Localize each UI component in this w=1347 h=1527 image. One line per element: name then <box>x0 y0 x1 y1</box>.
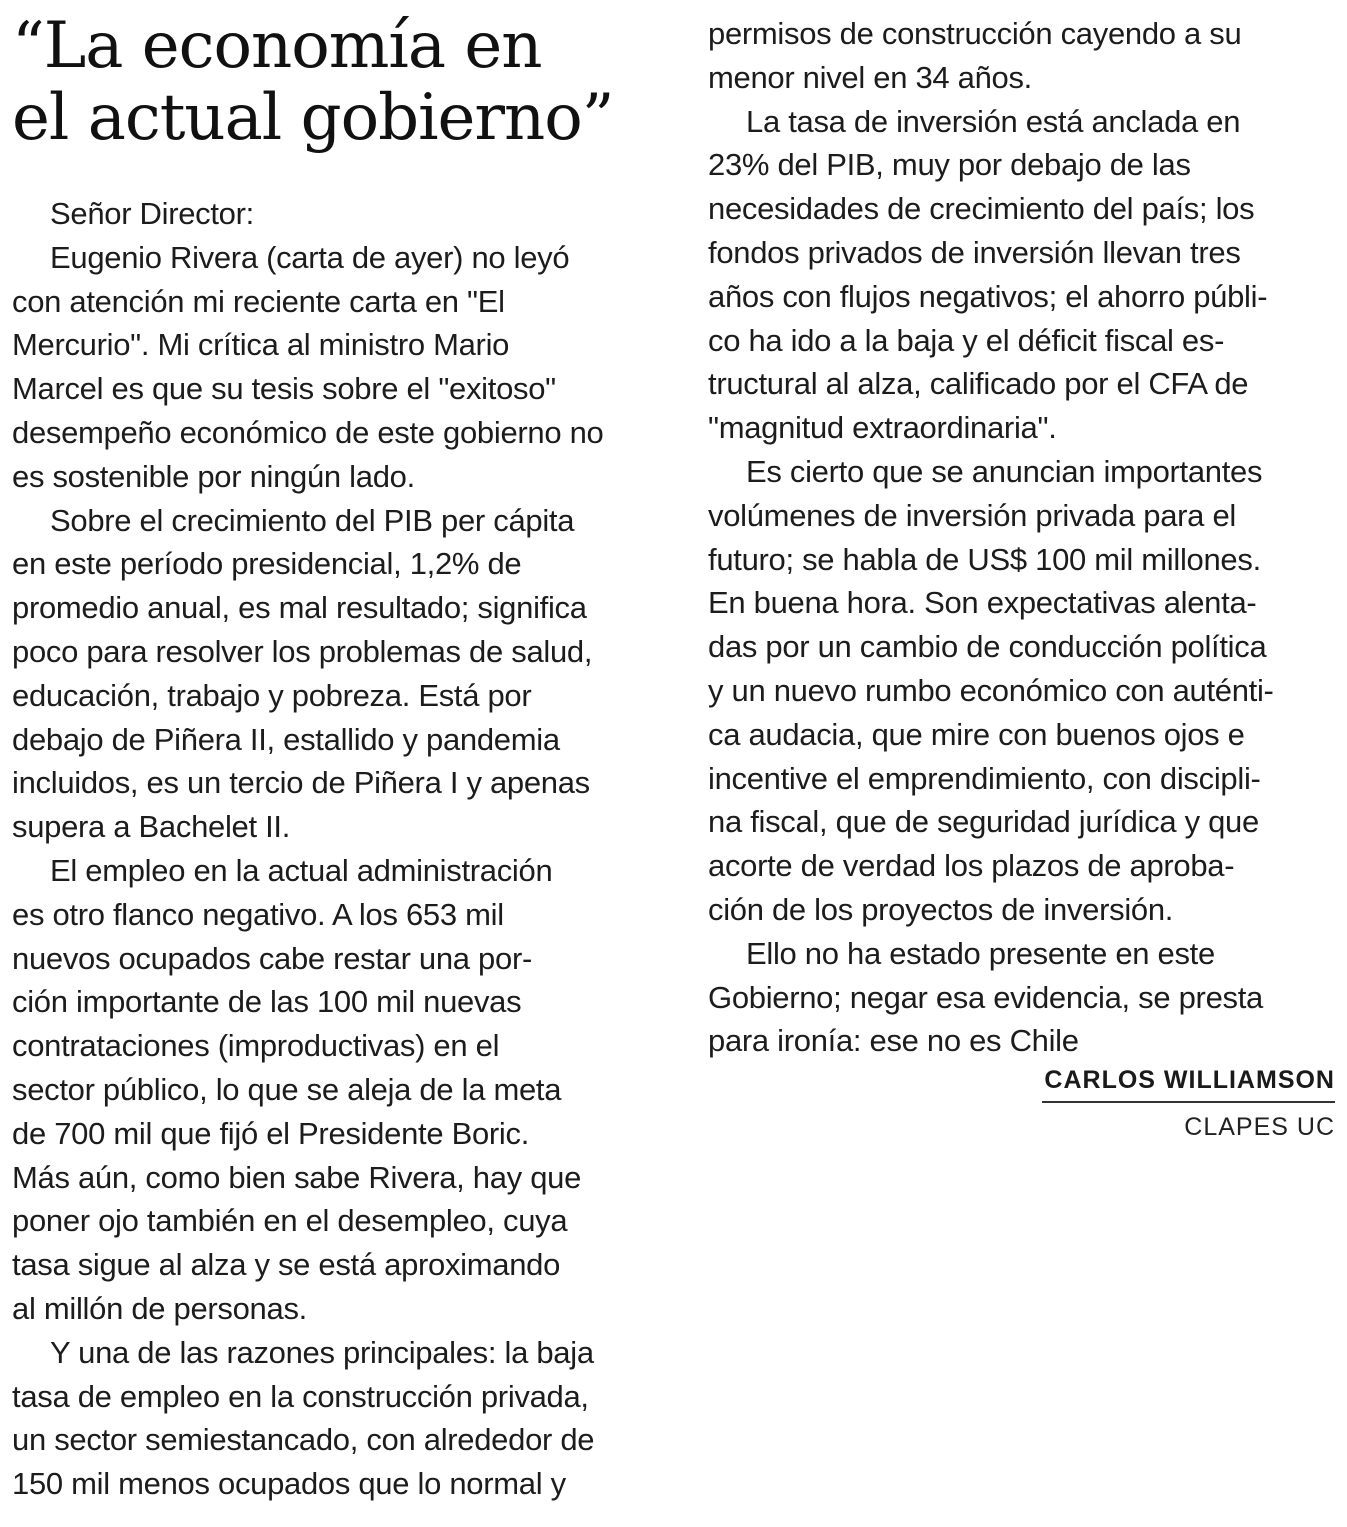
text-line: tasa sigue al alza y se está aproximando <box>12 1247 561 1283</box>
text-line: y un nuevo rumbo económico con auténti- <box>708 672 1274 708</box>
text-line: "magnitud extraordinaria". <box>708 410 1057 446</box>
text-line: das por un cambio de conducción política <box>708 629 1267 665</box>
text-line: na fiscal, que de seguridad jurídica y que <box>708 804 1259 840</box>
text-line: contrataciones (improductivas) en el <box>12 1028 500 1064</box>
text-line: años con flujos negativos; el ahorro públi- <box>708 278 1268 314</box>
signature-block <box>1042 1066 1335 1142</box>
text-line: Gobierno; negar esa evidencia, se presta <box>708 979 1263 1015</box>
text-line: permisos de construcción cayendo a su <box>708 16 1242 51</box>
text-line: 150 mil menos ocupados que lo normal y <box>12 1466 566 1502</box>
text-line: poco para resolver los problemas de salud, <box>12 633 593 669</box>
text-line: poner ojo también en el desempleo, cuya <box>12 1203 568 1239</box>
text-line: acorte de verdad los plazos de aproba- <box>708 848 1235 884</box>
text-line: Marcel es que su tesis sobre el "exitoso" <box>12 371 556 407</box>
text-line: Y una de las razones principales: la baja <box>50 1334 594 1370</box>
text-line: un sector semiestancado, con alrededor de <box>12 1422 595 1458</box>
text-line: La tasa de inversión está anclada en <box>746 103 1241 139</box>
text-line: ción de los proyectos de inversión. <box>708 891 1174 927</box>
text-line: promedio anual, es mal resultado; significa <box>12 590 587 626</box>
text-line: ción importante de las 100 mil nuevas <box>12 984 522 1020</box>
text-line: tructural al alza, calificado por el CFA de <box>708 366 1249 402</box>
text-line: fondos privados de inversión llevan tres <box>708 234 1241 270</box>
text-line: Es cierto que se anuncian importantes <box>746 453 1263 489</box>
text-line: 23% del PIB, muy por debajo de las <box>708 147 1191 183</box>
text-line: de 700 mil que fijó el Presidente Boric. <box>12 1115 530 1151</box>
text-line: tasa de empleo en la construcción privada, <box>12 1378 589 1414</box>
right-column <box>708 12 1336 1063</box>
text-line: Sobre el crecimiento del PIB per cápita <box>50 502 575 538</box>
text-line: Ello no ha estado presente en este <box>746 935 1215 971</box>
headline-line-2: el actual gobierno” <box>12 81 614 155</box>
text-line: en este período presidencial, 1,2% de <box>12 546 522 582</box>
text-line: educación, trabajo y pobreza. Está por <box>12 677 532 713</box>
text-line: futuro; se habla de US$ 100 mil millones. <box>708 541 1261 577</box>
text-line: incentive el emprendimiento, con discipli- <box>708 760 1261 796</box>
text-line: Eugenio Rivera (carta de ayer) no leyó <box>50 239 570 275</box>
text-line: supera a Bachelet II. <box>12 809 291 845</box>
text-line: volúmenes de inversión privada para el <box>708 497 1236 533</box>
text-line: menor nivel en 34 años. <box>708 59 1032 95</box>
text-line: Mercurio". Mi crítica al ministro Mario <box>12 327 510 363</box>
text-line: ca audacia, que mire con buenos ojos e <box>708 716 1245 752</box>
text-line: Más aún, como bien sabe Rivera, hay que <box>12 1159 582 1195</box>
text-line: es sostenible por ningún lado. <box>12 458 415 494</box>
text-line: necesidades de crecimiento del país; los <box>708 191 1255 227</box>
text-line: es otro flanco negativo. A los 653 mil <box>12 896 504 932</box>
author-affiliation: CLAPES UC <box>1184 1113 1335 1141</box>
text-line: co ha ido a la baja y el déficit fiscal es- <box>708 322 1225 358</box>
text-line: incluidos, es un tercio de Piñera I y apenas <box>12 765 590 801</box>
text-line: debajo de Piñera II, estallido y pandemia <box>12 721 560 757</box>
text-line: al millón de personas. <box>12 1290 307 1326</box>
text-line: El empleo en la actual administración <box>50 852 553 888</box>
text-line: Señor Director: <box>50 196 254 231</box>
text-line: En buena hora. Son expectativas alenta- <box>708 585 1257 621</box>
author-name: CARLOS WILLIAMSON <box>1042 1066 1335 1103</box>
headline-line-1: “La economía en <box>12 9 542 83</box>
text-line: con atención mi reciente carta en "El <box>12 283 505 319</box>
text-line: nuevos ocupados cabe restar una por- <box>12 940 532 976</box>
text-line: sector público, lo que se aleja de la meta <box>12 1071 562 1107</box>
left-column <box>12 192 652 1506</box>
letter-headline <box>12 10 672 154</box>
text-line: para ironía: ese no es Chile <box>708 1023 1079 1059</box>
text-line: desempeño económico de este gobierno no <box>12 414 604 450</box>
